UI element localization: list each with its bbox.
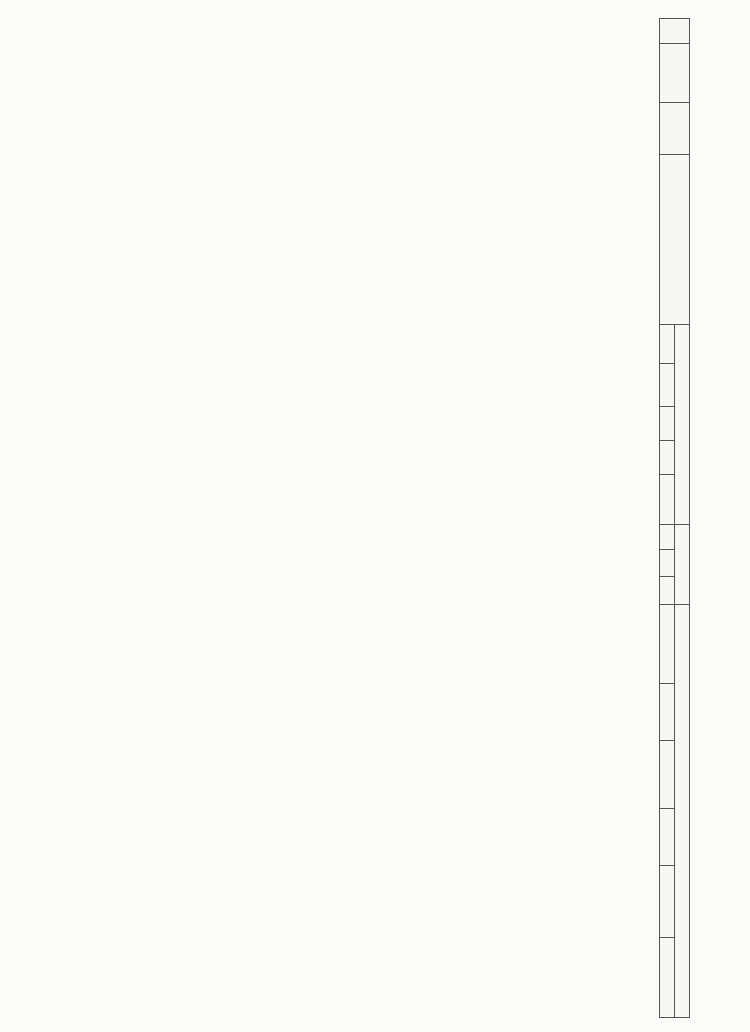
header-m2 [660,441,675,475]
header-c3 [660,740,675,808]
header-k [660,325,675,364]
allocation-table [659,18,690,1018]
header-topup-3 [660,577,675,604]
header-c6 [660,938,675,1018]
header-topup-1 [660,525,675,550]
header-p [660,364,675,407]
header-topup [675,525,690,604]
header-c5 [660,865,675,938]
header-name [660,155,690,325]
header-m1 [660,407,675,441]
header-c1 [660,604,675,683]
header-students-group [675,325,690,525]
header-no [660,19,690,44]
header-area [660,43,690,102]
header-c4 [660,808,675,865]
header-topup-2 [660,550,675,577]
header-sum [660,475,675,525]
header-c2 [660,684,675,741]
table-header [660,19,690,1018]
header-code [660,102,690,154]
header-allocation-group [675,604,690,1017]
